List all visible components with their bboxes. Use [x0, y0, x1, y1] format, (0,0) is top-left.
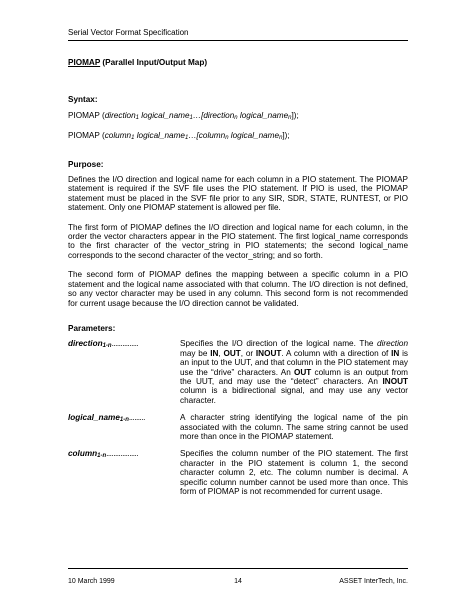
syntax-heading: Syntax: — [68, 95, 98, 105]
footer-rule — [68, 568, 408, 569]
page-content — [68, 58, 408, 504]
purpose-paragraph-3: The second form of PIOMAP defines the mapping between a specific column in a PIO statement and the logical name associated with that column. The I/O direction is not defined, so any vector character may be used in any column. This second form is not recommended for current usage because the I/O direction cannot be validated. — [68, 270, 408, 308]
section-title-text: (Parallel Input/Output Map) — [100, 58, 208, 67]
footer-company: ASSET InterTech, Inc. — [339, 578, 408, 585]
syntax-line-1: PIOMAP (direction1 logical_name1…[directionn logical_namen]); — [68, 110, 299, 121]
syntax-line-2: PIOMAP (column1 logical_name1…[columnn logical_namen]); — [68, 131, 290, 142]
purpose-paragraph-2: The first form of PIOMAP defines the I/O direction and logical name for each column, in the order the vector characters appear in the PIO statement. The first logical_name corresponds to the first character of the vector_string in PIO statements; the second logical_name corresponds to the second character of the vector_string; and so forth. — [68, 222, 408, 260]
param-name: logical_name1-n......... — [68, 413, 145, 424]
section-title — [68, 58, 408, 67]
purpose-heading: Purpose: — [68, 159, 104, 169]
footer-date: 10 March 1999 — [68, 578, 115, 585]
param-description: Specifies the column number of the PIO statement. The first character in the PIO statement is column 1, the second character column 2, etc. The column number is decimal. A specific column number cannot be used more than once. This form of PIOMAP is not recommended for current usage. — [180, 449, 408, 496]
header-rule — [68, 40, 408, 41]
param-column — [68, 449, 408, 496]
param-name: column1-n.................. — [68, 449, 139, 460]
purpose-paragraph-1: Defines the I/O direction and logical name for each column in a PIO statement. The PIOMAP statement is required if the SVF file uses the PIO statement. If PIO is used, the PIOMAP statement must be placed in the SVF file prior to any SIR, SDR, STATE, RUNTEST, or PIO statement. Only one PIOMAP statement is allowed per file. — [68, 175, 408, 213]
param-logical-name — [68, 413, 408, 441]
section-title-code: PIOMAP — [68, 58, 101, 67]
param-name: direction1-n............... — [68, 339, 139, 350]
parameters-heading: Parameters: — [68, 323, 116, 333]
param-description: Specifies the I/O direction of the logical name. The direction may be IN, OUT, or INOUT. A column with a direction of IN is an input to the UUT, and that column in the PIO statement may use the “drive” characters. An OUT column is an output from the UUT, and may use the “detect” characters. An INOUT column is a bidirectional signal, and may use any vector character. — [180, 339, 409, 405]
page-number: 14 — [234, 578, 242, 585]
running-header: Serial Vector Format Specification — [68, 28, 189, 37]
param-description: A character string identifying the logical name of the pin associated with the column. The same string cannot be used more than once in the PIOMAP statement. — [180, 413, 408, 441]
param-direction — [68, 339, 408, 405]
